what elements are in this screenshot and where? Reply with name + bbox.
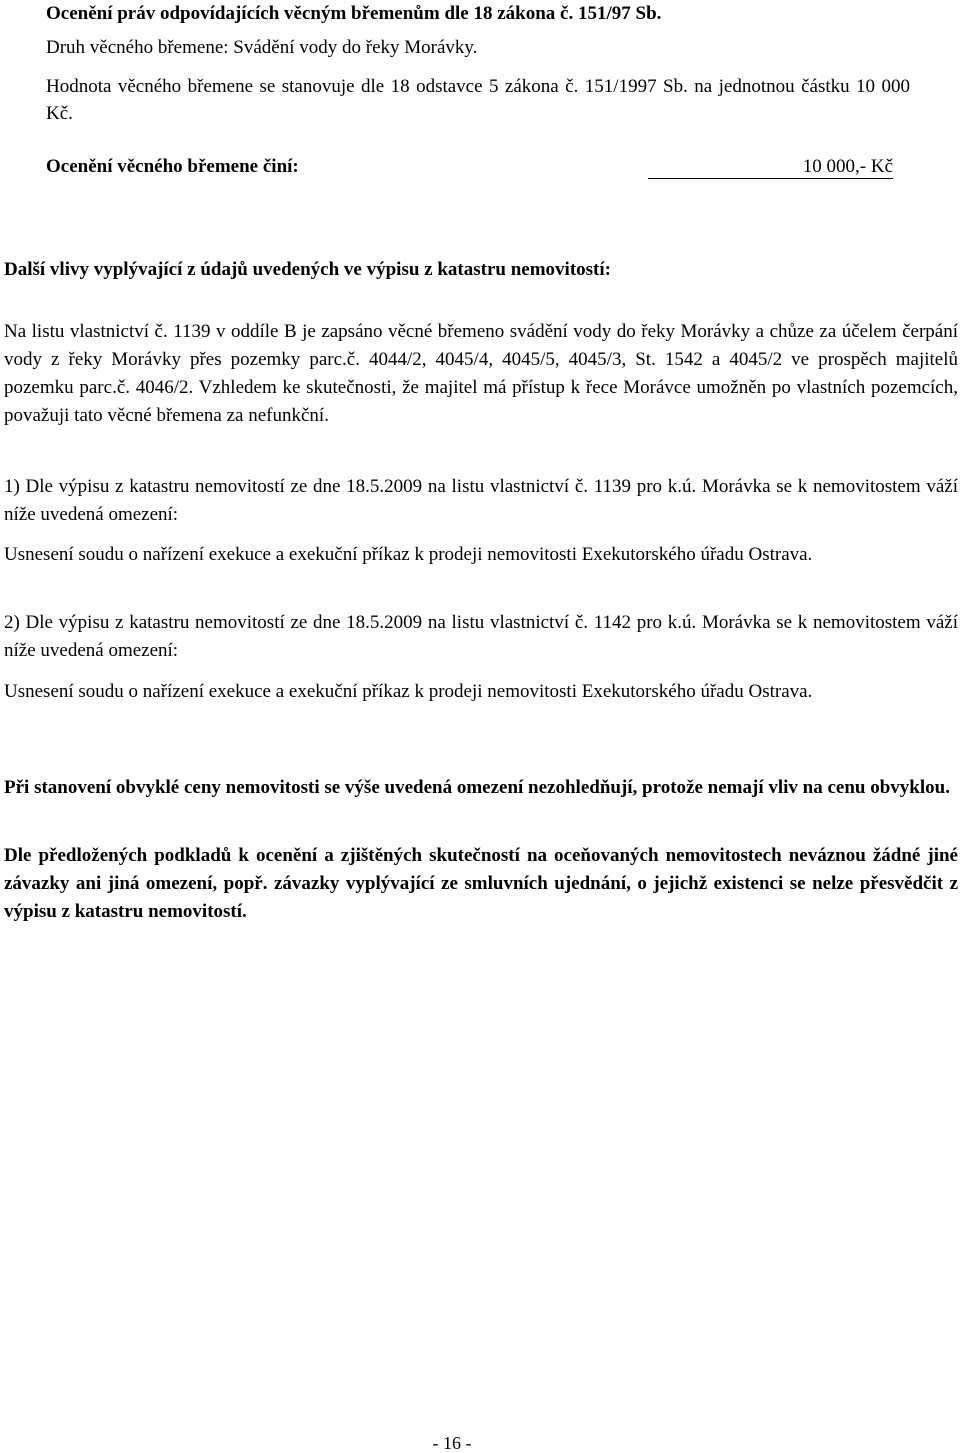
item1-detail: Usnesení soudu o nařízení exekuce a exekuční příkaz k prodeji nemovitosti Exekutorského úřadu Ostrava. <box>4 544 813 565</box>
oceneni-label: Ocenění věcného břemene činí: <box>46 156 299 177</box>
item1: 1) Dle výpisu z katastru nemovitostí ze dne 18.5.2009 na listu vlastnictví č. 1139 pro k.ú. Morávka se k nemovitostem váží níže uvedená omezení: <box>4 476 958 525</box>
page-number: - 16 - <box>432 1433 472 1453</box>
hodnota-paragraph: Hodnota věcného břemene se stanovuje dle 18 odstavce 5 zákona č. 151/1997 Sb. na jednotnou částku 10 000 Kč. <box>46 76 910 124</box>
druh-line: Druh věcného břemene: Svádění vody do řeky Morávky. <box>46 37 478 58</box>
item2: 2) Dle výpisu z katastru nemovitostí ze dne 18.5.2009 na listu vlastnictví č. 1142 pro k.ú. Morávka se k nemovitostem váží níže uvedená omezení: <box>4 612 958 661</box>
dalsi-vlivy-heading: Další vlivy vyplývající z údajů uvedených ve výpisu z katastru nemovitostí: <box>4 259 611 280</box>
list-paragraph: Na listu vlastnictví č. 1139 v oddíle B je zapsáno věcné břemeno svádění vody do řeky Morávky a chůze za účelem čerpání vody z řeky Morávky přes pozemky parc.č. 4044/2, 4045/4, 4045/5, 4045/3, St. 1542 a 4045/2 ve prospěch majitelů pozemku parc.č. 4046/2. Vzhledem ke skutečnosti, že majitel má přístup k řece Morávce umožněn po vlastních pozemcích, považuji tato věcné břemena za nefunkční. <box>4 321 958 426</box>
item2-detail: Usnesení soudu o nařízení exekuce a exekuční příkaz k prodeji nemovitosti Exekutorského úřadu Ostrava. <box>4 681 813 702</box>
pri-stanoveni-paragraph: Při stanovení obvyklé ceny nemovitosti se výše uvedená omezení nezohledňují, protože nemají vliv na cenu obvyklou. <box>4 777 950 798</box>
section-title: Ocenění práv odpovídajících věcným břemenům dle 18 zákona č. 151/97 Sb. <box>46 3 662 24</box>
oceneni-value: 10 000,- Kč <box>648 156 893 179</box>
dle-predlozenych-paragraph: Dle předložených podkladů k ocenění a zjištěných skutečností na oceňovaných nemovitostech neváznou žádné jiné závazky ani jiná omezení, popř. závazky vyplývající ze smluvních ujednání, o jejichž existenci se nelze přesvědčit z výpisu z katastru nemovitostí. <box>4 845 958 922</box>
